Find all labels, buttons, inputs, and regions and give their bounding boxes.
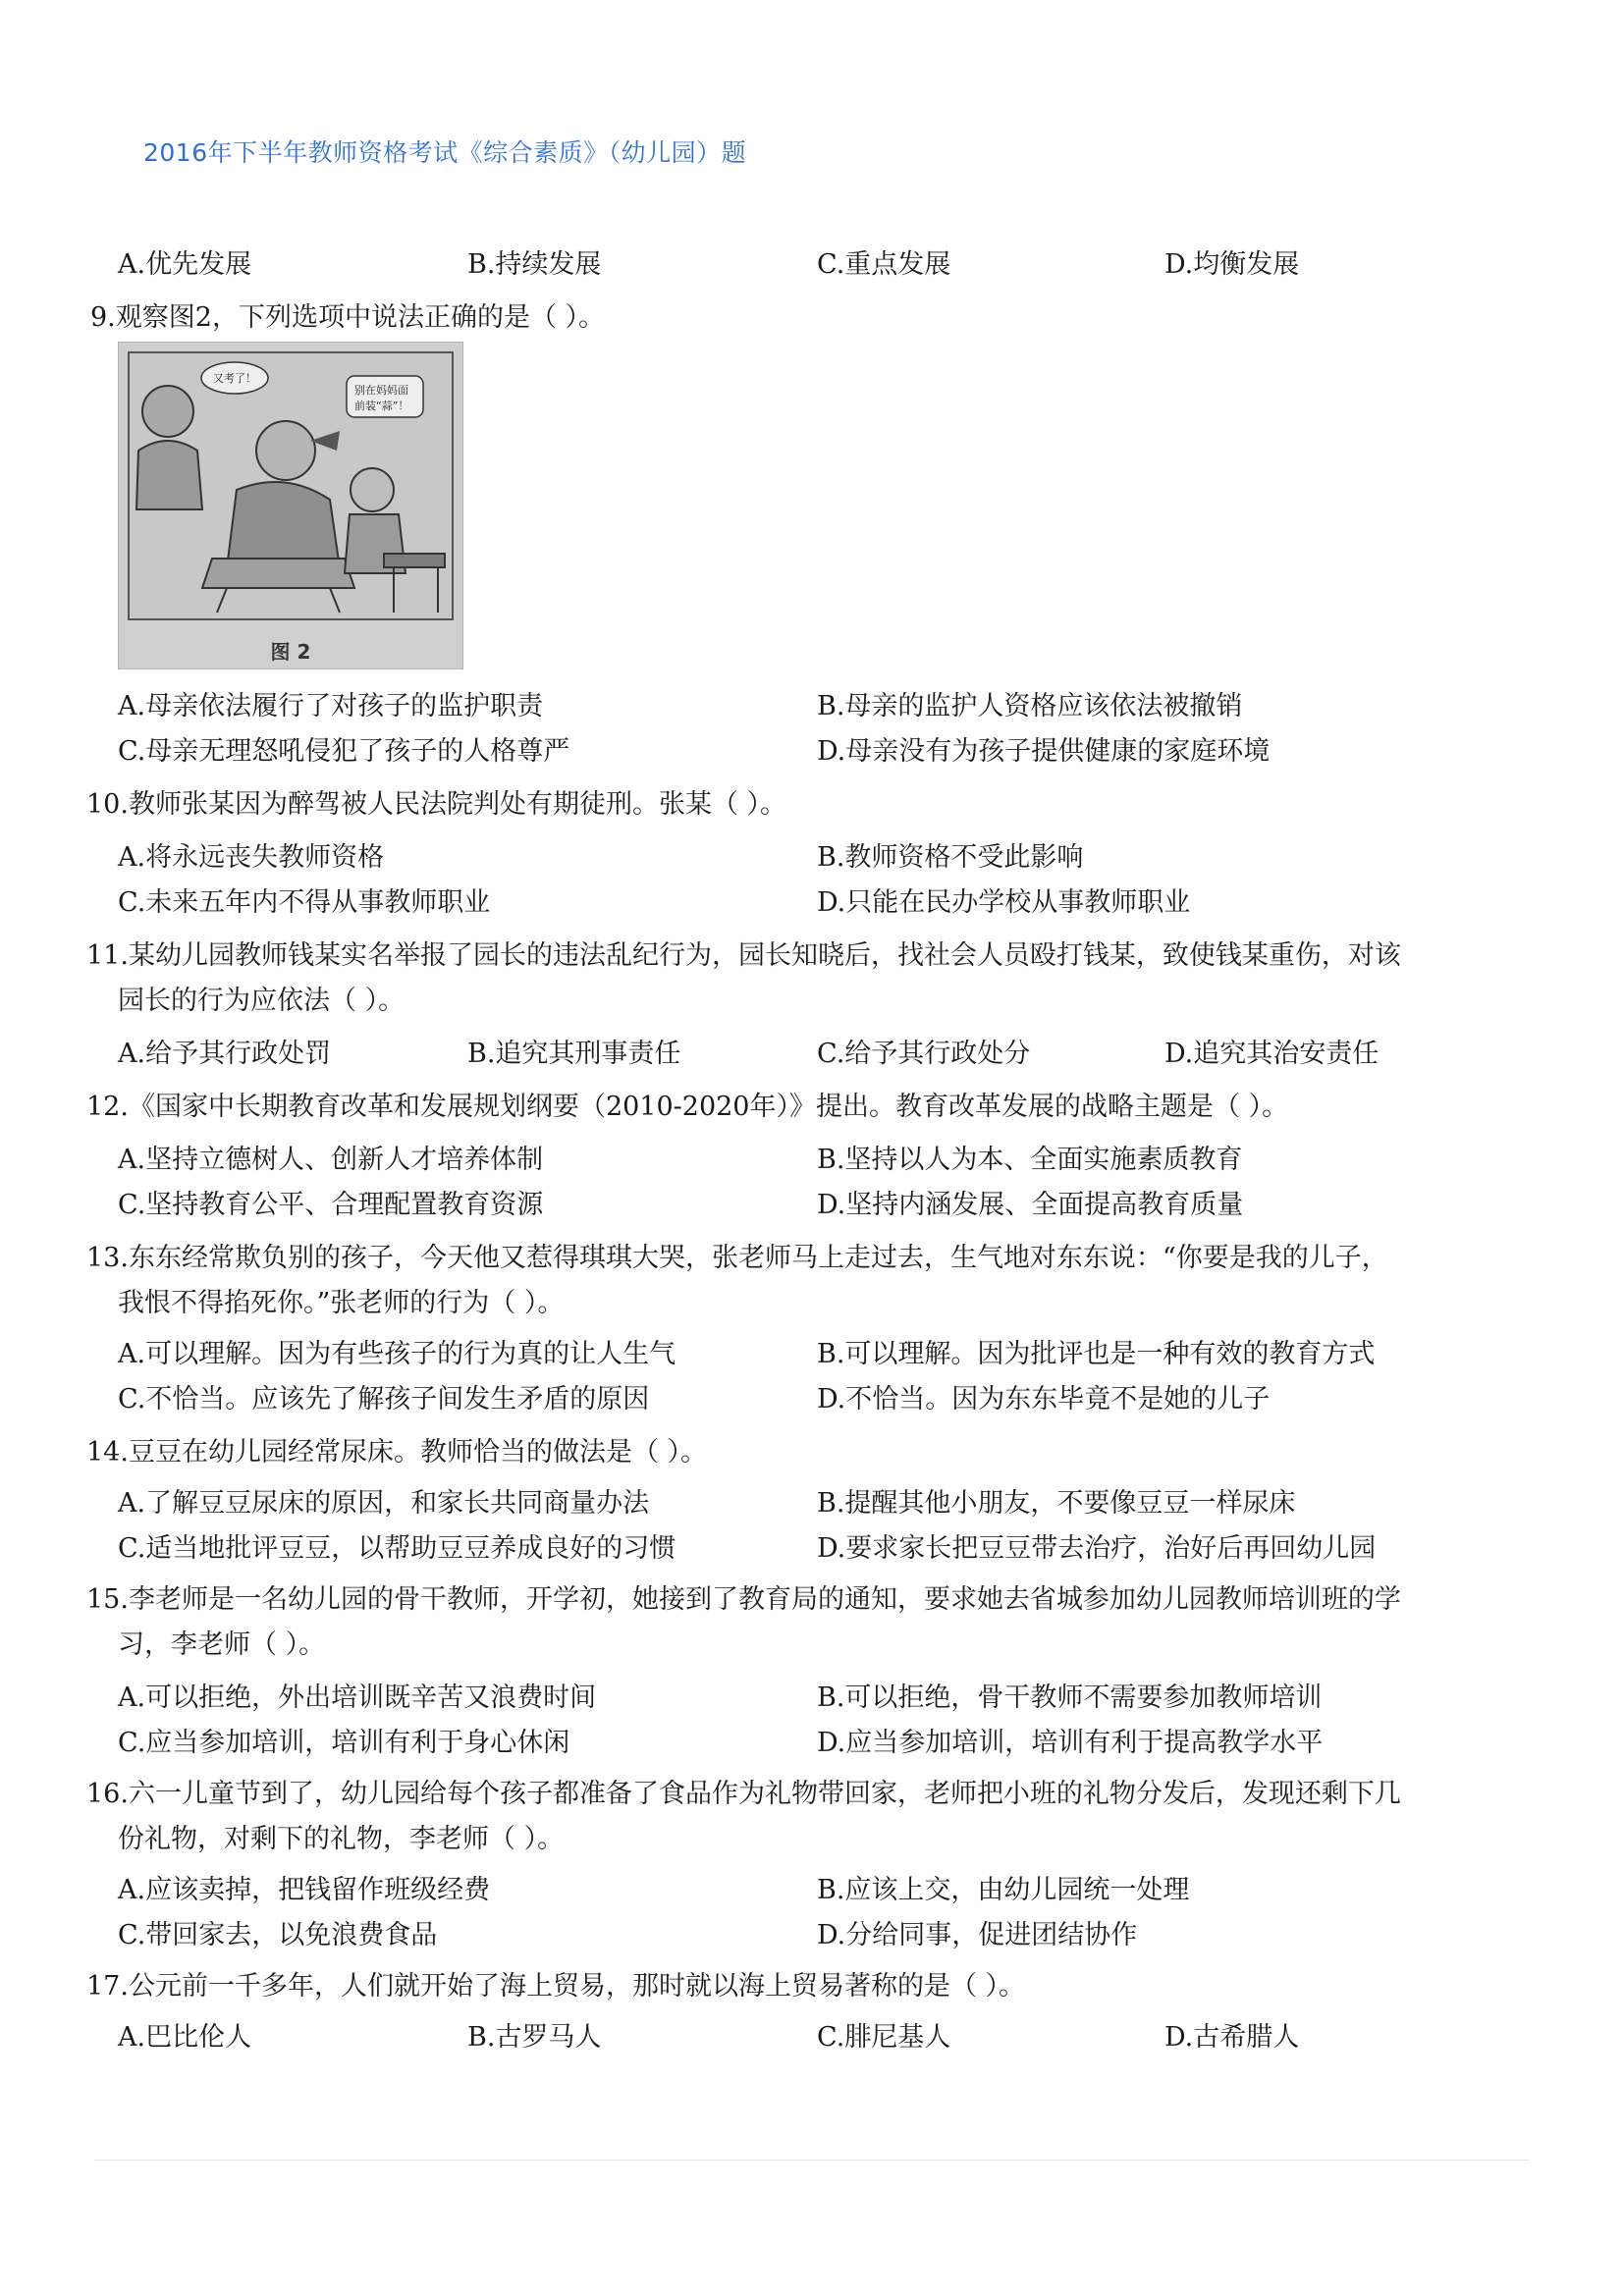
footer-divider — [94, 2160, 1529, 2161]
q15-option-a: A.可以拒绝，外出培训既辛苦又浪费时间 — [118, 1682, 597, 1713]
q16-option-d: D.分给同事，促进团结协作 — [817, 1920, 1138, 1950]
figure-2-cartoon — [118, 342, 463, 669]
q14-option-b: B.提醒其他小朋友，不要像豆豆一样尿床 — [817, 1488, 1296, 1519]
mother-body — [227, 482, 340, 568]
speech-bubble-left-text: 又考了！ — [213, 372, 256, 385]
q16-option-c: C.带回家去，以免浪费食品 — [118, 1920, 438, 1950]
q12-option-a: A.坚持立德树人、创新人才培养体制 — [118, 1145, 544, 1175]
q12-option-c: C.坚持教育公平、合理配置教育资源 — [118, 1190, 544, 1220]
q17-stem: 17.公元前一千多年，人们就开始了海上贸易，那时就以海上贸易著称的是（ ）。 — [86, 1971, 1026, 2002]
q17-option-a: A.巴比伦人 — [118, 2022, 252, 2053]
q12-stem: 12.《国家中长期教育改革和发展规划纲要（2010-2020年）》提出。教育改革发展的战略主题是（ ）。 — [86, 1092, 1289, 1122]
cartoon-illustration — [119, 343, 462, 668]
q16-stem-line1: 16.六一儿童节到了，幼儿园给每个孩子都准备了食品作为礼物带回家，老师把小班的礼物分发后，发现还剩下几 — [86, 1779, 1401, 1809]
q14-option-d: D.要求家长把豆豆带去治疗，治好后再回幼儿园 — [817, 1533, 1377, 1564]
q16-option-b: B.应该上交，由幼儿园统一处理 — [817, 1875, 1190, 1905]
grandmother-body — [136, 441, 202, 509]
grandmother-head — [142, 386, 193, 437]
child-head — [351, 468, 394, 511]
speech-bubble-right-line1: 别在妈妈面 — [354, 384, 408, 397]
q10-option-a: A.将永远丧失教师资格 — [118, 842, 385, 873]
figure-caption: 图 2 — [270, 640, 311, 664]
q13-option-d: D.不恰当。因为东东毕竟不是她的儿子 — [817, 1384, 1271, 1415]
q15-option-d: D.应当参加培训，培训有利于提高教学水平 — [817, 1728, 1324, 1758]
q8-option-c: C.重点发展 — [817, 249, 951, 280]
q12-option-d: D.坚持内涵发展、全面提高教育质量 — [817, 1190, 1244, 1220]
q15-stem-line2: 习，李老师（ ）。 — [118, 1629, 326, 1660]
q16-stem-line2: 份礼物，对剩下的礼物，李老师（ ）。 — [118, 1824, 565, 1854]
q13-option-a: A.可以理解。因为有些孩子的行为真的让人生气 — [118, 1339, 676, 1369]
q14-option-c: C.适当地批评豆豆，以帮助豆豆养成良好的习惯 — [118, 1533, 676, 1564]
q9-stem: 9.观察图2，下列选项中说法正确的是（ ）。 — [90, 302, 606, 333]
q8-option-d: D.均衡发展 — [1164, 249, 1300, 280]
desk — [384, 554, 445, 567]
q8-option-a: A.优先发展 — [118, 249, 252, 280]
q8-option-b: B.持续发展 — [467, 249, 602, 280]
q10-stem: 10.教师张某因为醉驾被人民法院判处有期徒刑。张某（ ）。 — [86, 789, 787, 820]
q9-option-d: D.母亲没有为孩子提供健康的家庭环境 — [817, 736, 1271, 767]
mother-head — [256, 421, 315, 480]
q9-option-b: B.母亲的监护人资格应该依法被撤销 — [817, 691, 1243, 721]
q17-option-c: C.腓尼基人 — [817, 2022, 951, 2053]
q13-stem-line2: 我恨不得掐死你。”张老师的行为（ ）。 — [118, 1288, 565, 1318]
q11-stem-line2: 园长的行为应依法（ ）。 — [118, 986, 406, 1016]
q9-option-c: C.母亲无理怒吼侵犯了孩子的人格尊严 — [118, 736, 570, 767]
q13-option-b: B.可以理解。因为批评也是一种有效的教育方式 — [817, 1339, 1376, 1369]
q11-option-c: C.给予其行政处分 — [817, 1039, 1031, 1069]
q9-option-a: A.母亲依法履行了对孩子的监护职责 — [118, 691, 544, 721]
q13-option-c: C.不恰当。应该先了解孩子间发生矛盾的原因 — [118, 1384, 650, 1415]
q15-option-b: B.可以拒绝，骨干教师不需要参加教师培训 — [817, 1682, 1323, 1713]
q12-option-b: B.坚持以人为本、全面实施素质教育 — [817, 1145, 1243, 1175]
q11-option-b: B.追究其刑事责任 — [467, 1039, 681, 1069]
chair — [202, 559, 354, 588]
q17-option-b: B.古罗马人 — [467, 2022, 602, 2053]
q15-option-c: C.应当参加培训，培训有利于身心休闲 — [118, 1728, 570, 1758]
page-header-title: 2016年下半年教师资格考试《综合素质》（幼儿园）题 — [143, 138, 747, 167]
q16-option-a: A.应该卖掉，把钱留作班级经费 — [118, 1875, 491, 1905]
q14-option-a: A.了解豆豆尿床的原因，和家长共同商量办法 — [118, 1488, 650, 1519]
q10-option-d: D.只能在民办学校从事教师职业 — [817, 887, 1191, 918]
q10-option-b: B.教师资格不受此影响 — [817, 842, 1084, 873]
speech-bubble-right-line2: 前装“蒜”！ — [354, 400, 409, 412]
q17-option-d: D.古希腊人 — [1164, 2022, 1300, 2053]
q11-option-a: A.给予其行政处罚 — [118, 1039, 332, 1069]
q14-stem: 14.豆豆在幼儿园经常尿床。教师恰当的做法是（ ）。 — [86, 1437, 708, 1468]
q13-stem-line1: 13.东东经常欺负别的孩子，今天他又惹得琪琪大哭，张老师马上走过去，生气地对东东说：“你要是我的儿子， — [86, 1243, 1388, 1273]
q11-stem-line1: 11.某幼儿园教师钱某实名举报了园长的违法乱纪行为，园长知晓后，找社会人员殴打钱某，致使钱某重伤，对该 — [86, 940, 1401, 971]
q11-option-d: D.追究其治安责任 — [1164, 1039, 1380, 1069]
q10-option-c: C.未来五年内不得从事教师职业 — [118, 887, 491, 918]
q15-stem-line1: 15.李老师是一名幼儿园的骨干教师，开学初，她接到了教育局的通知，要求她去省城参加幼儿园教师培训班的学 — [86, 1584, 1401, 1615]
